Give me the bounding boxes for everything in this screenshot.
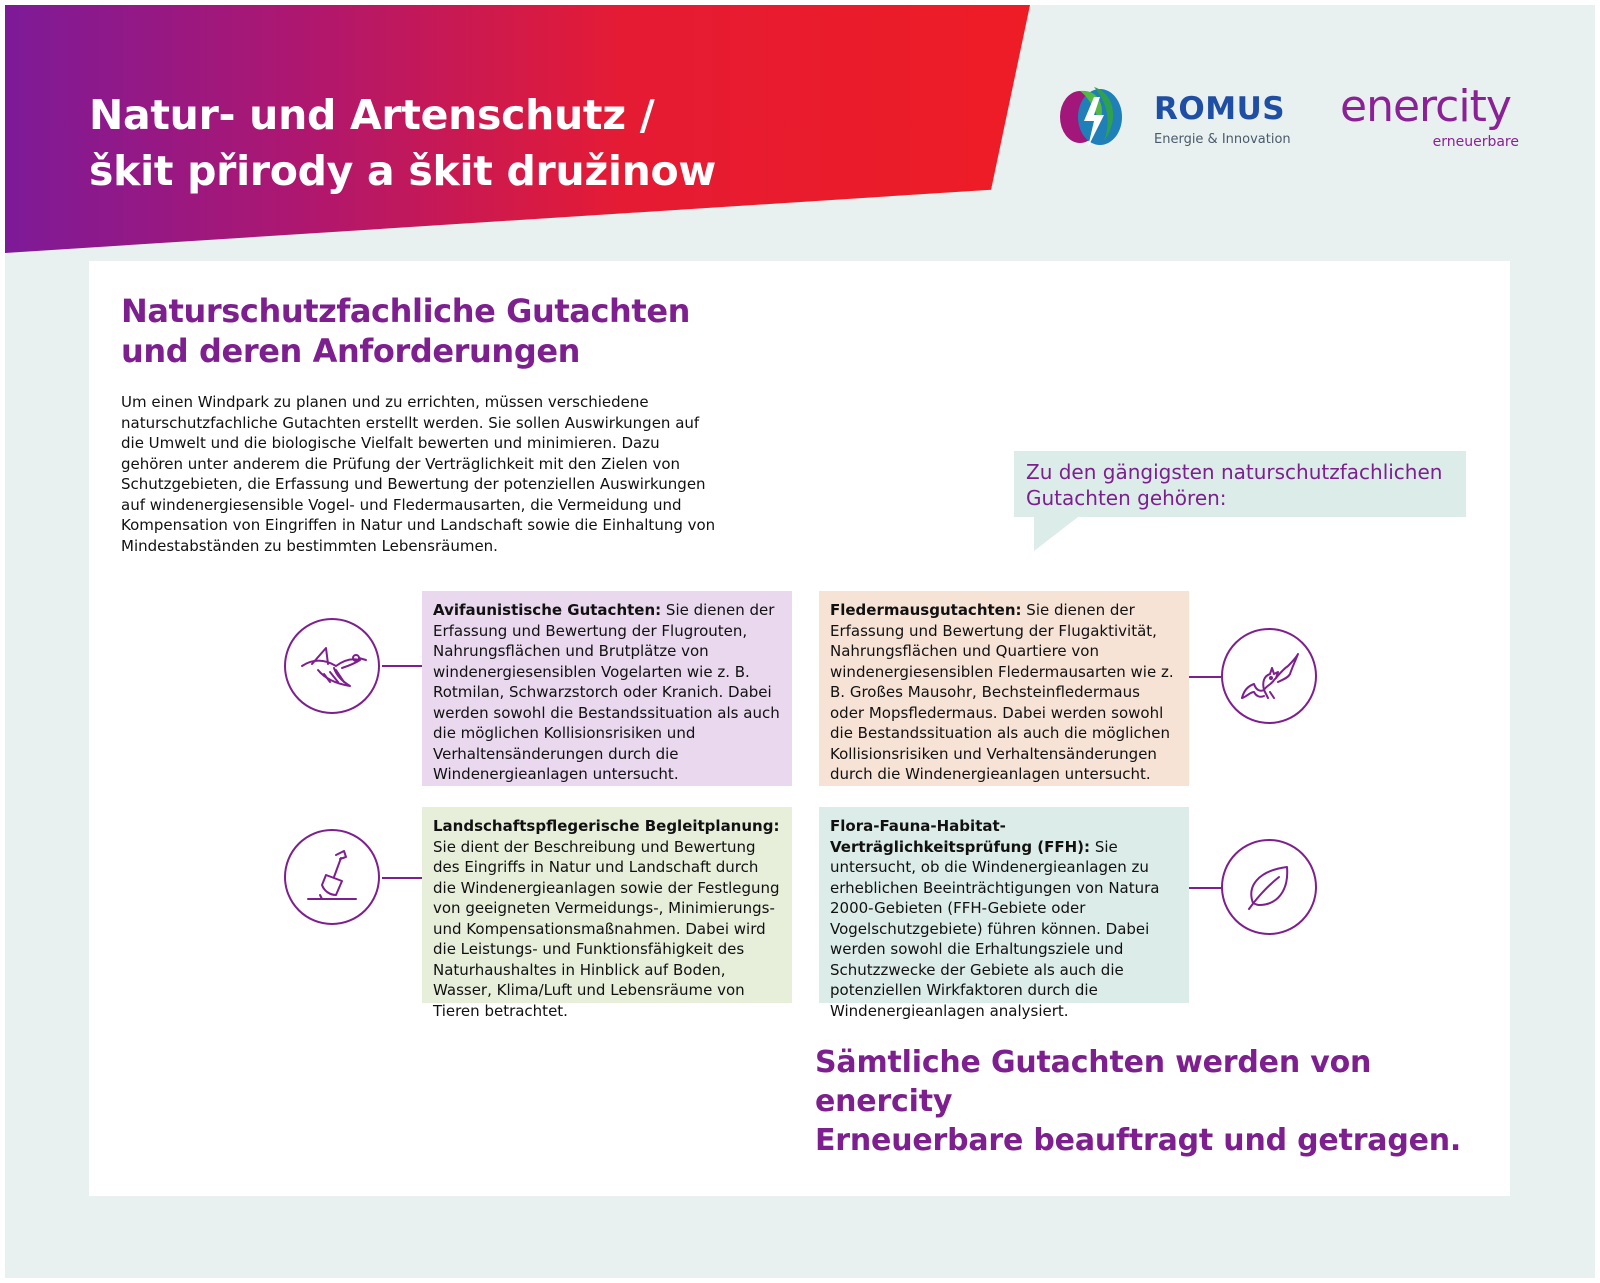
- leaf-icon-circle: [1221, 839, 1317, 935]
- enercity-name: enercity: [1340, 81, 1511, 132]
- shovel-icon-circle: [284, 829, 380, 925]
- shovel-icon: [300, 845, 364, 909]
- bat-icon-circle: [1221, 628, 1317, 724]
- header-title-line1: Natur- und Artenschutz /: [89, 91, 655, 139]
- section-title-line2: und deren Anforderungen: [121, 332, 581, 370]
- avifauna-connector: [382, 665, 422, 667]
- romus-name: ROMUS: [1154, 91, 1286, 127]
- landscape-report-box: [422, 807, 792, 1020]
- romus-subtitle: Energie & Innovation: [1154, 132, 1291, 147]
- header-title-line2: škit přirody a škit družinow: [89, 147, 717, 195]
- avifauna-report-box: [422, 591, 792, 786]
- romus-emblem-icon: [1054, 79, 1134, 159]
- romus-logo: [1070, 79, 1290, 159]
- enercity-subtitle: erneuerbare: [1432, 134, 1519, 150]
- callout-bubble: [1014, 451, 1466, 517]
- ffh-text: Sie untersucht, ob die Windenergieanlagen zu erheblichen Beeinträchtigungen von Natura 2000-Gebieten (FFH-Gebiete oder Vogelschutzgebiete) führen können. Dabei werden sowohl die Erhaltungsziele und Schutzzwecke der Gebiete als auch die potenziellen Wirkfaktoren durch die Windenergieanlagen analysiert.: [830, 837, 1160, 1020]
- intro-paragraph: Um einen Windpark zu planen und zu errichten, müssen verschiedene naturschutzfachliche Gutachten erstellt werden. Sie sollen Auswirkungen auf die Umwelt und die biologische Vielfalt bewerten und minimieren. Dazu gehören unter anderem die Prüfung der Verträglichkeit mit den Zielen von Schutzgebieten, die Erfassung und Bewertung der potenziellen Auswirkungen auf windenergiesensible Vogel- und Fledermausarten, die Vermeidung und Kompensation von Eingriffen in Natur und Landschaft sowie die Einhaltung von Mindestabständen zu bestimmten Lebensräumen.: [121, 393, 716, 555]
- leaf-icon: [1239, 857, 1299, 917]
- bird-icon-circle: [284, 618, 380, 714]
- poster: [5, 5, 1595, 1278]
- bat-connector: [1189, 676, 1221, 678]
- enercity-logo: [1340, 81, 1525, 153]
- ffh-title: Flora-Fauna-Habitat-Verträglichkeitsprüfung (FFH):: [830, 817, 1091, 856]
- bat-icon: [1234, 646, 1304, 706]
- landscape-text: Sie dient der Beschreibung und Bewertung des Eingriffs in Natur und Landschaft durch die Windenergieanlagen sowie der Festlegung von geeigneten Vermeidungs-, Minimierungs- und Kompensationsmaßnahmen. Dabei wird die Leistungs- und Funktionsfähigkeit des Naturhaushaltes in Hinblick auf Boden, Wasser, Klima/Luft und Lebensräume von Tieren betrachtet.: [433, 837, 780, 1020]
- landscape-connector: [382, 877, 422, 879]
- callout-text: Zu den gängigsten naturschutzfachlichen Gutachten gehören:: [1026, 460, 1443, 510]
- section-title-line1: Naturschutzfachliche Gutachten: [121, 292, 691, 330]
- landscape-title: Landschaftspflegerische Begleitplanung:: [433, 817, 780, 835]
- ffh-connector: [1189, 887, 1221, 889]
- avifauna-title: Avifaunistische Gutachten:: [433, 601, 662, 619]
- avifauna-text: Sie dienen der Erfassung und Bewertung der Flugrouten, Nahrungsflächen und Brutplätze von windenergiesensiblen Vogelarten wie z. B. Rotmilan, Schwarzstorch oder Kranich. Dabei werden sowohl die Bestandssituation als auch die möglichen Kollisionsrisiken und Verhaltensänderungen durch die Windenergieanlagen untersucht.: [433, 601, 780, 783]
- content-panel: [89, 261, 1510, 1196]
- closing-statement: [815, 1043, 1510, 1160]
- closing-line2: Erneuerbare beauftragt und getragen.: [815, 1123, 1462, 1158]
- header-title: [89, 87, 716, 199]
- callout-tail: [1034, 517, 1078, 551]
- bat-text: Sie dienen der Erfassung und Bewertung der Flugaktivität, Nahrungsflächen und Quartiere von windenergiesensiblen Fledermausarten wie z. B. Großes Mausohr, Bechsteinfledermaus oder Mopsfledermaus. Dabei werden sowohl die Bestandssituation als auch die möglichen Kollisionsrisiken und Verhaltensänderungen durch die Windenergieanlagen untersucht.: [830, 601, 1174, 783]
- bird-icon: [296, 636, 368, 696]
- bat-title: Fledermausgutachten:: [830, 601, 1022, 619]
- section-title: [121, 291, 690, 371]
- ffh-report-box: [819, 807, 1189, 1020]
- closing-line1: Sämtliche Gutachten werden von enercity: [815, 1045, 1372, 1119]
- bat-report-box: [819, 591, 1189, 786]
